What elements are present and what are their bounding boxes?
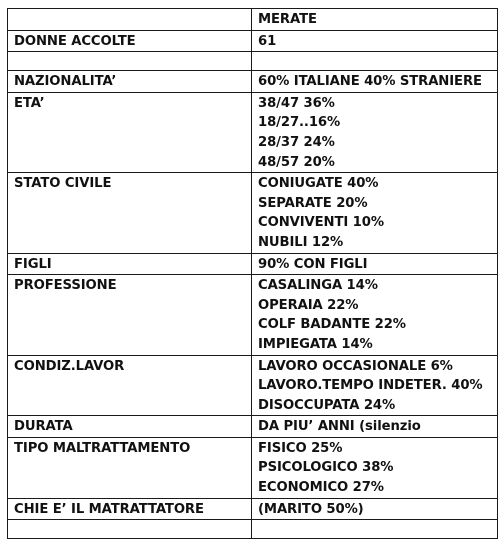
row-label-cell — [8, 71, 252, 93]
row-label-cell — [8, 437, 252, 498]
row-value-cell — [252, 92, 498, 172]
row-value-cell — [252, 520, 498, 539]
row-label: CHIE E’ IL MATRATTATORE — [14, 501, 204, 517]
row-value: NUBILI 12% — [258, 234, 344, 250]
header-location: MERATE — [258, 12, 317, 27]
row-value-cell — [252, 253, 498, 275]
table-row — [8, 71, 498, 93]
table-row — [8, 30, 498, 52]
row-label-cell — [8, 275, 252, 355]
row-value: SEPARATE 20% — [258, 195, 368, 211]
row-label: FIGLI — [14, 256, 52, 272]
table-row — [8, 92, 498, 172]
row-value-cell — [252, 275, 498, 355]
row-value: LAVORO.TEMPO INDETER. 40% — [258, 378, 483, 394]
row-value: FISICO 25% — [258, 440, 343, 456]
row-label-cell — [8, 52, 252, 71]
row-value-cell — [252, 437, 498, 498]
table-row — [8, 275, 498, 355]
row-value: COLF BADANTE 22% — [258, 317, 406, 333]
row-value: IMPIEGATA 14% — [258, 336, 373, 352]
row-value: (MARITO 50%) — [258, 501, 364, 517]
row-value-cell — [252, 416, 498, 438]
row-value: OPERAIA 22% — [258, 297, 359, 313]
row-value: DISOCCUPATA 24% — [258, 397, 396, 413]
table-header-row — [8, 9, 498, 31]
row-value: 61 — [258, 33, 277, 49]
row-label: STATO CIVILE — [14, 176, 112, 192]
row-value-cell — [252, 173, 498, 253]
row-label: CONDIZ.LAVOR — [14, 358, 125, 374]
row-label-cell — [8, 355, 252, 416]
row-label-cell — [8, 498, 252, 520]
row-label-cell — [8, 173, 252, 253]
statistics-table — [7, 8, 498, 539]
row-value: CASALINGA 14% — [258, 278, 378, 294]
table-row — [8, 355, 498, 416]
row-label: ETA’ — [14, 95, 45, 111]
row-value-cell — [252, 52, 498, 71]
table-row — [8, 416, 498, 438]
row-label: TIPO MALTRATTAMENTO — [14, 440, 191, 456]
row-value: 38/47 36% — [258, 95, 335, 111]
row-value-cell — [252, 30, 498, 52]
row-label-cell — [8, 30, 252, 52]
row-value: 28/37 24% — [258, 134, 335, 150]
row-value-cell — [252, 71, 498, 93]
row-value-cell — [252, 498, 498, 520]
table-row — [8, 437, 498, 498]
row-value: 90% CON FIGLI — [258, 256, 368, 272]
row-label-cell — [8, 253, 252, 275]
row-value: PSICOLOGICO 38% — [258, 460, 394, 476]
row-value: ECONOMICO 27% — [258, 480, 384, 496]
table-row — [8, 498, 498, 520]
row-value: 18/27..16% — [258, 115, 341, 131]
row-value: DA PIU’ ANNI (silenzio — [258, 419, 421, 435]
row-label-cell — [8, 520, 252, 539]
row-value-cell — [252, 355, 498, 416]
row-value: CONIUGATE 40% — [258, 176, 379, 192]
row-label-cell — [8, 92, 252, 172]
row-value: 60% ITALIANE 40% STRANIERE — [258, 74, 482, 90]
row-value: LAVORO OCCASIONALE 6% — [258, 358, 453, 374]
table-row-empty — [8, 520, 498, 539]
row-label: DONNE ACCOLTE — [14, 33, 136, 49]
row-label: NAZIONALITA’ — [14, 74, 117, 90]
row-label: PROFESSIONE — [14, 278, 117, 294]
row-label: DURATA — [14, 419, 73, 435]
table-row — [8, 253, 498, 275]
row-value: CONVIVENTI 10% — [258, 215, 384, 231]
header-label-cell — [8, 9, 252, 31]
header-location-cell — [252, 9, 498, 31]
document-sheet — [7, 8, 497, 542]
row-value: 48/57 20% — [258, 154, 335, 170]
row-label-cell — [8, 416, 252, 438]
table-row — [8, 173, 498, 253]
table-row-empty — [8, 52, 498, 71]
